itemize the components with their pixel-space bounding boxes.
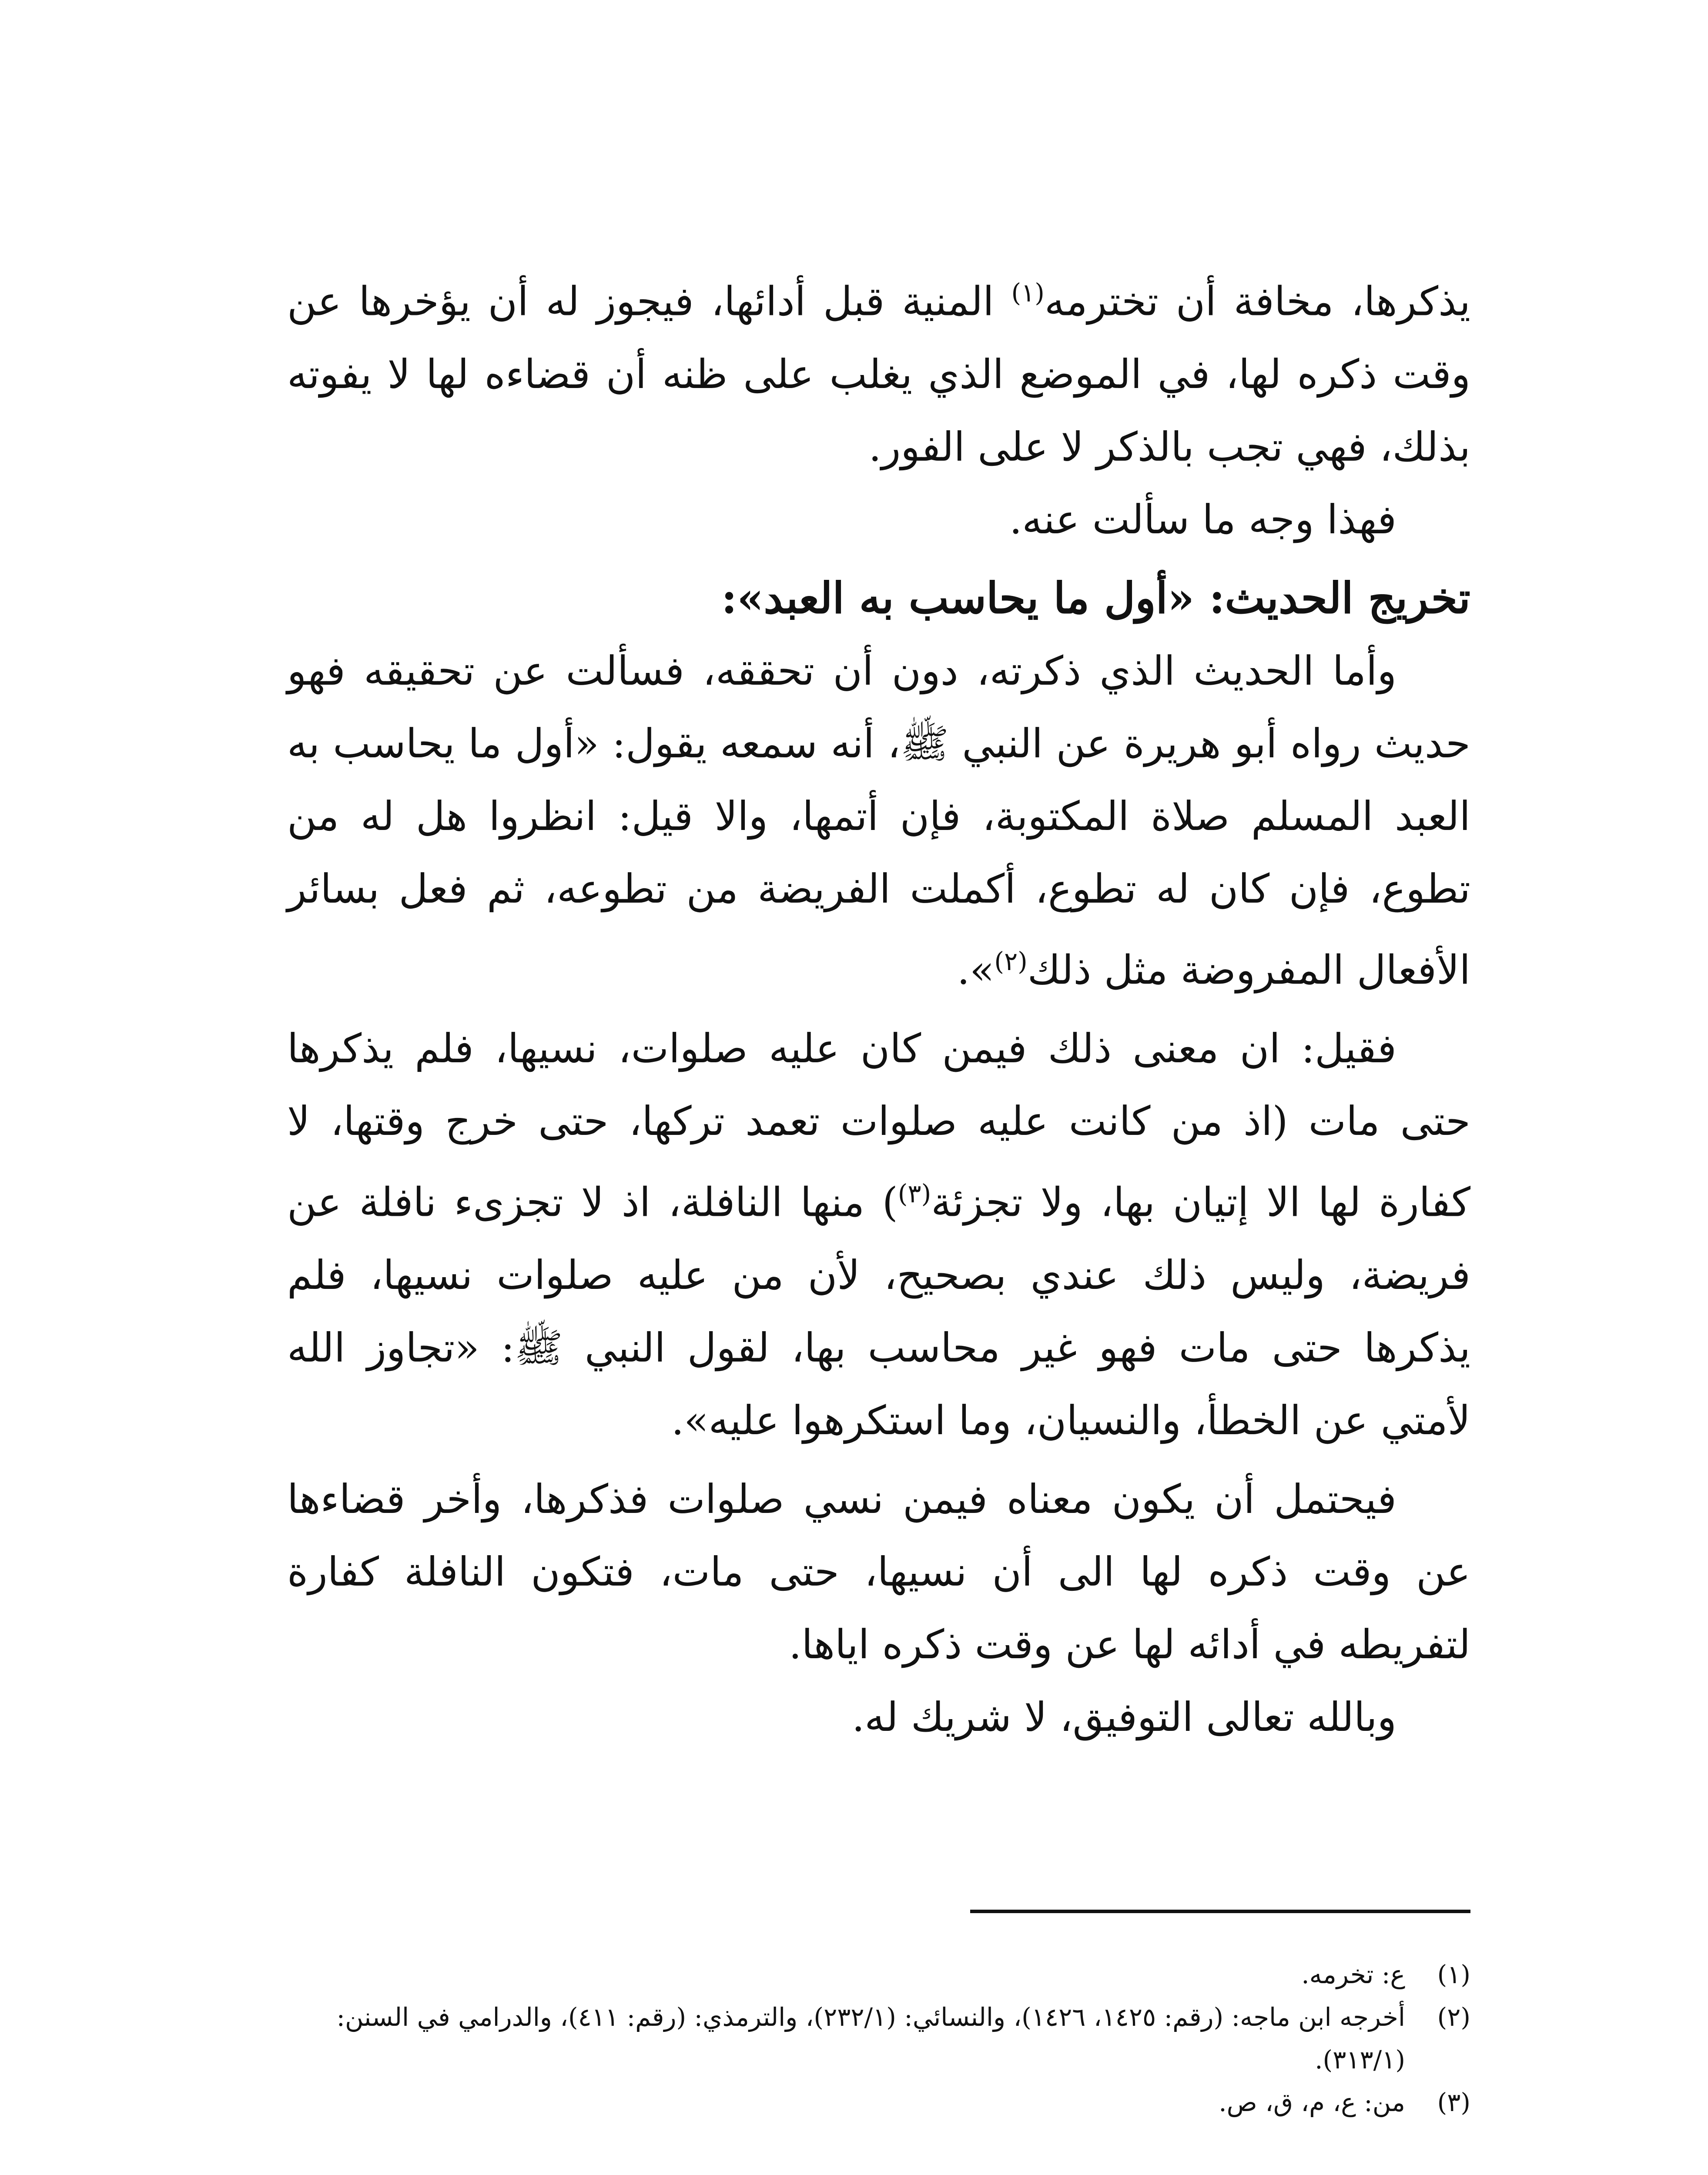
paragraph-4-text: فقيل: ان معنى ذلك فيمن كان عليه صلوات، نسيها، فلم يذكرها حتى مات (اذ من كانت عليه صلوات تعمد تركها، حتى خرج وقتها، لا كفارة لها الا إتيان بها، ولا تجزئة [287,1025,1470,1226]
paragraph-1-text: يذكرها، مخافة أن تخترمه [1044,278,1470,325]
section-heading: تخريج الحديث: «أول ما يحاسب به العبد»: [721,573,1470,623]
footnote-text: من: ع، م، ق، ص. [1219,2088,1405,2117]
footnote-3 [287,2081,1470,2124]
main-text [287,257,1470,1753]
footnote-number: (٣) [1437,2088,1470,2117]
paragraph-4-text-after: ) منها النافلة، اذ لا تجزىء نافلة عن فريضة، وليس ذلك عندي بصحيح، لأن من عليه صلوات نسيها، فلم يذكرها حتى مات فهو غير محاسب بها، لقول النبي ﷺ: «تجاوز الله لأمتي عن الخطأ، والنسيان، وما استكرهوا عليه». [287,1179,1470,1444]
footnote-ref-2: (٢) [994,946,1028,976]
paragraph-4 [287,1012,1470,1457]
paragraph-5: فيحتمل أن يكون معناه فيمن نسي صلوات فذكرها، وأخر قضاءها عن وقت ذكره لها الى أن نسيها، حتى مات، فتكون النافلة كفارة لتفريطه في أدائه لها عن وقت ذكره اياها. [287,1476,1470,1668]
paragraph-1-text-after: المنية قبل أدائها، فيجوز له أن يؤخرها عن وقت ذكره لها، في الموضع الذي يغلب على ظنه أن قضاءه لها لا يفوته بذلك، فهي تجب بالذكر لا على الفور. [287,278,1470,470]
footnote-text: أخرجه ابن ماجه: (رقم: ١٤٢٥، ١٤٢٦)، والنسائي: (٢٣٢/١)، والترمذي: (رقم: ٤١١)، والدرامي في السنن: (٣١٣/١). [336,2002,1405,2075]
footnote-text: ع: تخرمه. [1301,1960,1405,1989]
paragraph-3-text-after: ». [957,947,995,994]
footnote-1 [287,1953,1470,1996]
footnote-number: (٢) [1437,2002,1470,2032]
footnote-number: (١) [1437,1960,1470,1989]
footnote-separator [970,1910,1470,1913]
footnote-2 [287,1996,1470,2081]
footnote-ref-3: (٣) [898,1179,931,1209]
footnote-ref-1: (١) [1011,278,1045,308]
paragraph-3 [287,635,1470,1007]
paragraph-1 [287,257,1470,483]
paragraph-2: فهذا وجه ما سألت عنه. [1009,496,1397,543]
paragraph-6: وبالله تعالى التوفيق، لا شريك له. [852,1693,1397,1740]
paragraph-3-text: وأما الحديث الذي ذكرته، دون أن تحققه، فسألت عن تحقيقه فهو حديث رواه أبو هريرة عن النبي ﷺ، أنه سمعه يقول: «أول ما يحاسب به العبد المسلم صلاة المكتوبة، فإن أتمها، والا قيل: انظروا هل له من تطوع، فإن كان له تطوع، أكملت الفريضة من تطوعه، ثم فعل بسائر الأفعال المفروضة مثل ذلك [287,647,1470,994]
footnotes [287,1953,1470,2124]
